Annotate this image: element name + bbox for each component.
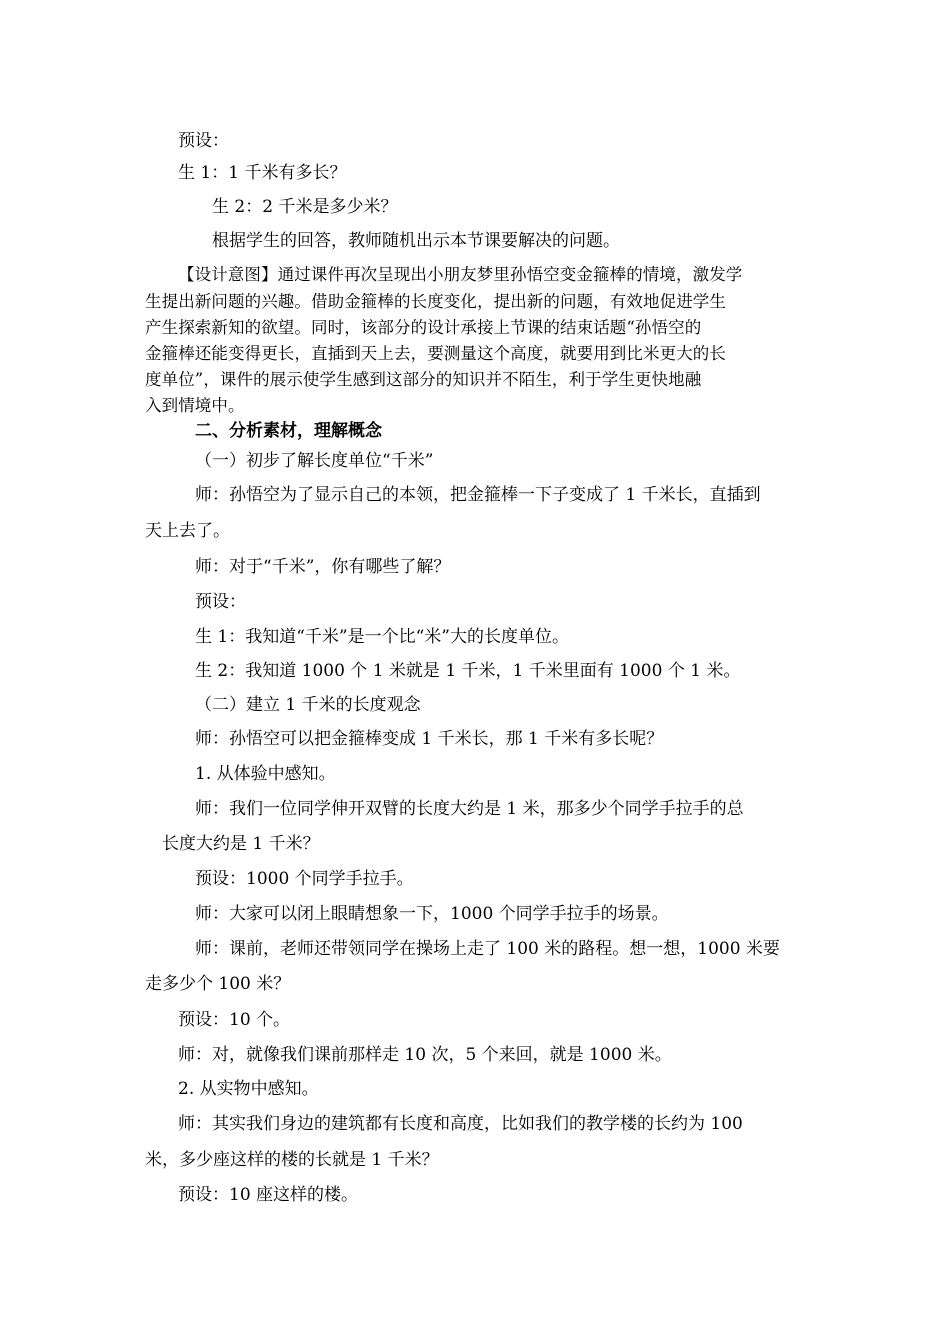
student-2-question: 生 2：2 千米是多少米？ bbox=[212, 197, 398, 217]
teacher-line-1-cont: 天上去了。 bbox=[145, 521, 230, 541]
design-intent-line-6: 入到情境中。 bbox=[145, 396, 245, 415]
teacher-line-6-cont: 走多少个 100 米？ bbox=[145, 974, 291, 994]
preset-answer-3: 预设：10 座这样的楼。 bbox=[178, 1185, 359, 1205]
step-2-heading: 2. 从实物中感知。 bbox=[178, 1079, 319, 1099]
student-1-question: 生 1：1 千米有多长？ bbox=[178, 163, 347, 183]
design-intent-line-3: 产生探索新知的欲望。同时，该部分的设计承接上节课的结束话题“孙悟空的 bbox=[145, 318, 702, 337]
student-1-answer: 生 1：我知道“千米”是一个比“米”大的长度单位。 bbox=[195, 627, 569, 647]
teacher-line-1: 师：孙悟空为了显示自己的本领，把金箍棒一下子变成了 1 千米长，直插到 bbox=[195, 485, 761, 505]
subsection-heading-2: （二）建立 1 千米的长度观念 bbox=[195, 695, 421, 715]
design-intent-line-5: 度单位”，课件的展示使学生感到这部分的知识并不陌生，利于学生更快地融 bbox=[145, 370, 702, 389]
teacher-line-2: 师：对于“千米”，你有哪些了解？ bbox=[195, 557, 451, 577]
teacher-line-4: 师：我们一位同学伸开双臂的长度大约是 1 米，那多少个同学手拉手的总 bbox=[195, 799, 744, 819]
section-heading-2: 二、分析素材，理解概念 bbox=[195, 421, 382, 441]
teacher-line-7: 师：对，就像我们课前那样走 10 次，5 个来回，就是 1000 米。 bbox=[178, 1045, 672, 1065]
design-intent-line-1: 【设计意图】通过课件再次呈现出小朋友梦里孙悟空变金箍棒的情境，激发学 bbox=[178, 265, 743, 284]
preset-label-1: 预设： bbox=[178, 131, 229, 151]
step-1-heading: 1. 从体验中感知。 bbox=[195, 764, 336, 784]
preset-answer-2: 预设：10 个。 bbox=[178, 1010, 291, 1030]
teacher-line-8: 师：其实我们身边的建筑都有长度和高度，比如我们的教学楼的长约为 100 bbox=[178, 1114, 743, 1134]
preset-label-2: 预设： bbox=[195, 592, 246, 612]
teacher-line-4-cont: 长度大约是 1 千米？ bbox=[162, 834, 320, 854]
teacher-line-5: 师：大家可以闭上眼睛想象一下，1000 个同学手拉手的场景。 bbox=[195, 904, 669, 924]
subsection-heading-1: （一）初步了解长度单位“千米” bbox=[195, 451, 434, 471]
design-intent-line-2: 生提出新问题的兴趣。借助金箍棒的长度变化，提出新的问题，有效地促进学生 bbox=[145, 292, 726, 311]
preset-answer-1: 预设：1000 个同学手拉手。 bbox=[195, 869, 414, 889]
teacher-instruction: 根据学生的回答，教师随机出示本节课要解决的问题。 bbox=[212, 231, 620, 251]
teacher-line-8-cont: 米，多少座这样的楼的长就是 1 千米？ bbox=[145, 1150, 439, 1170]
student-2-answer: 生 2：我知道 1000 个 1 米就是 1 千米，1 千米里面有 1000 个 1 米。 bbox=[195, 661, 741, 681]
teacher-line-6: 师：课前，老师还带领同学在操场上走了 100 米的路程。想一想，1000 米要 bbox=[195, 939, 780, 959]
teacher-line-3: 师：孙悟空可以把金箍棒变成 1 千米长，那 1 千米有多长呢？ bbox=[195, 729, 664, 749]
design-intent-line-4: 金箍棒还能变得更长，直插到天上去，要测量这个高度，就要用到比米更大的长 bbox=[145, 344, 726, 363]
